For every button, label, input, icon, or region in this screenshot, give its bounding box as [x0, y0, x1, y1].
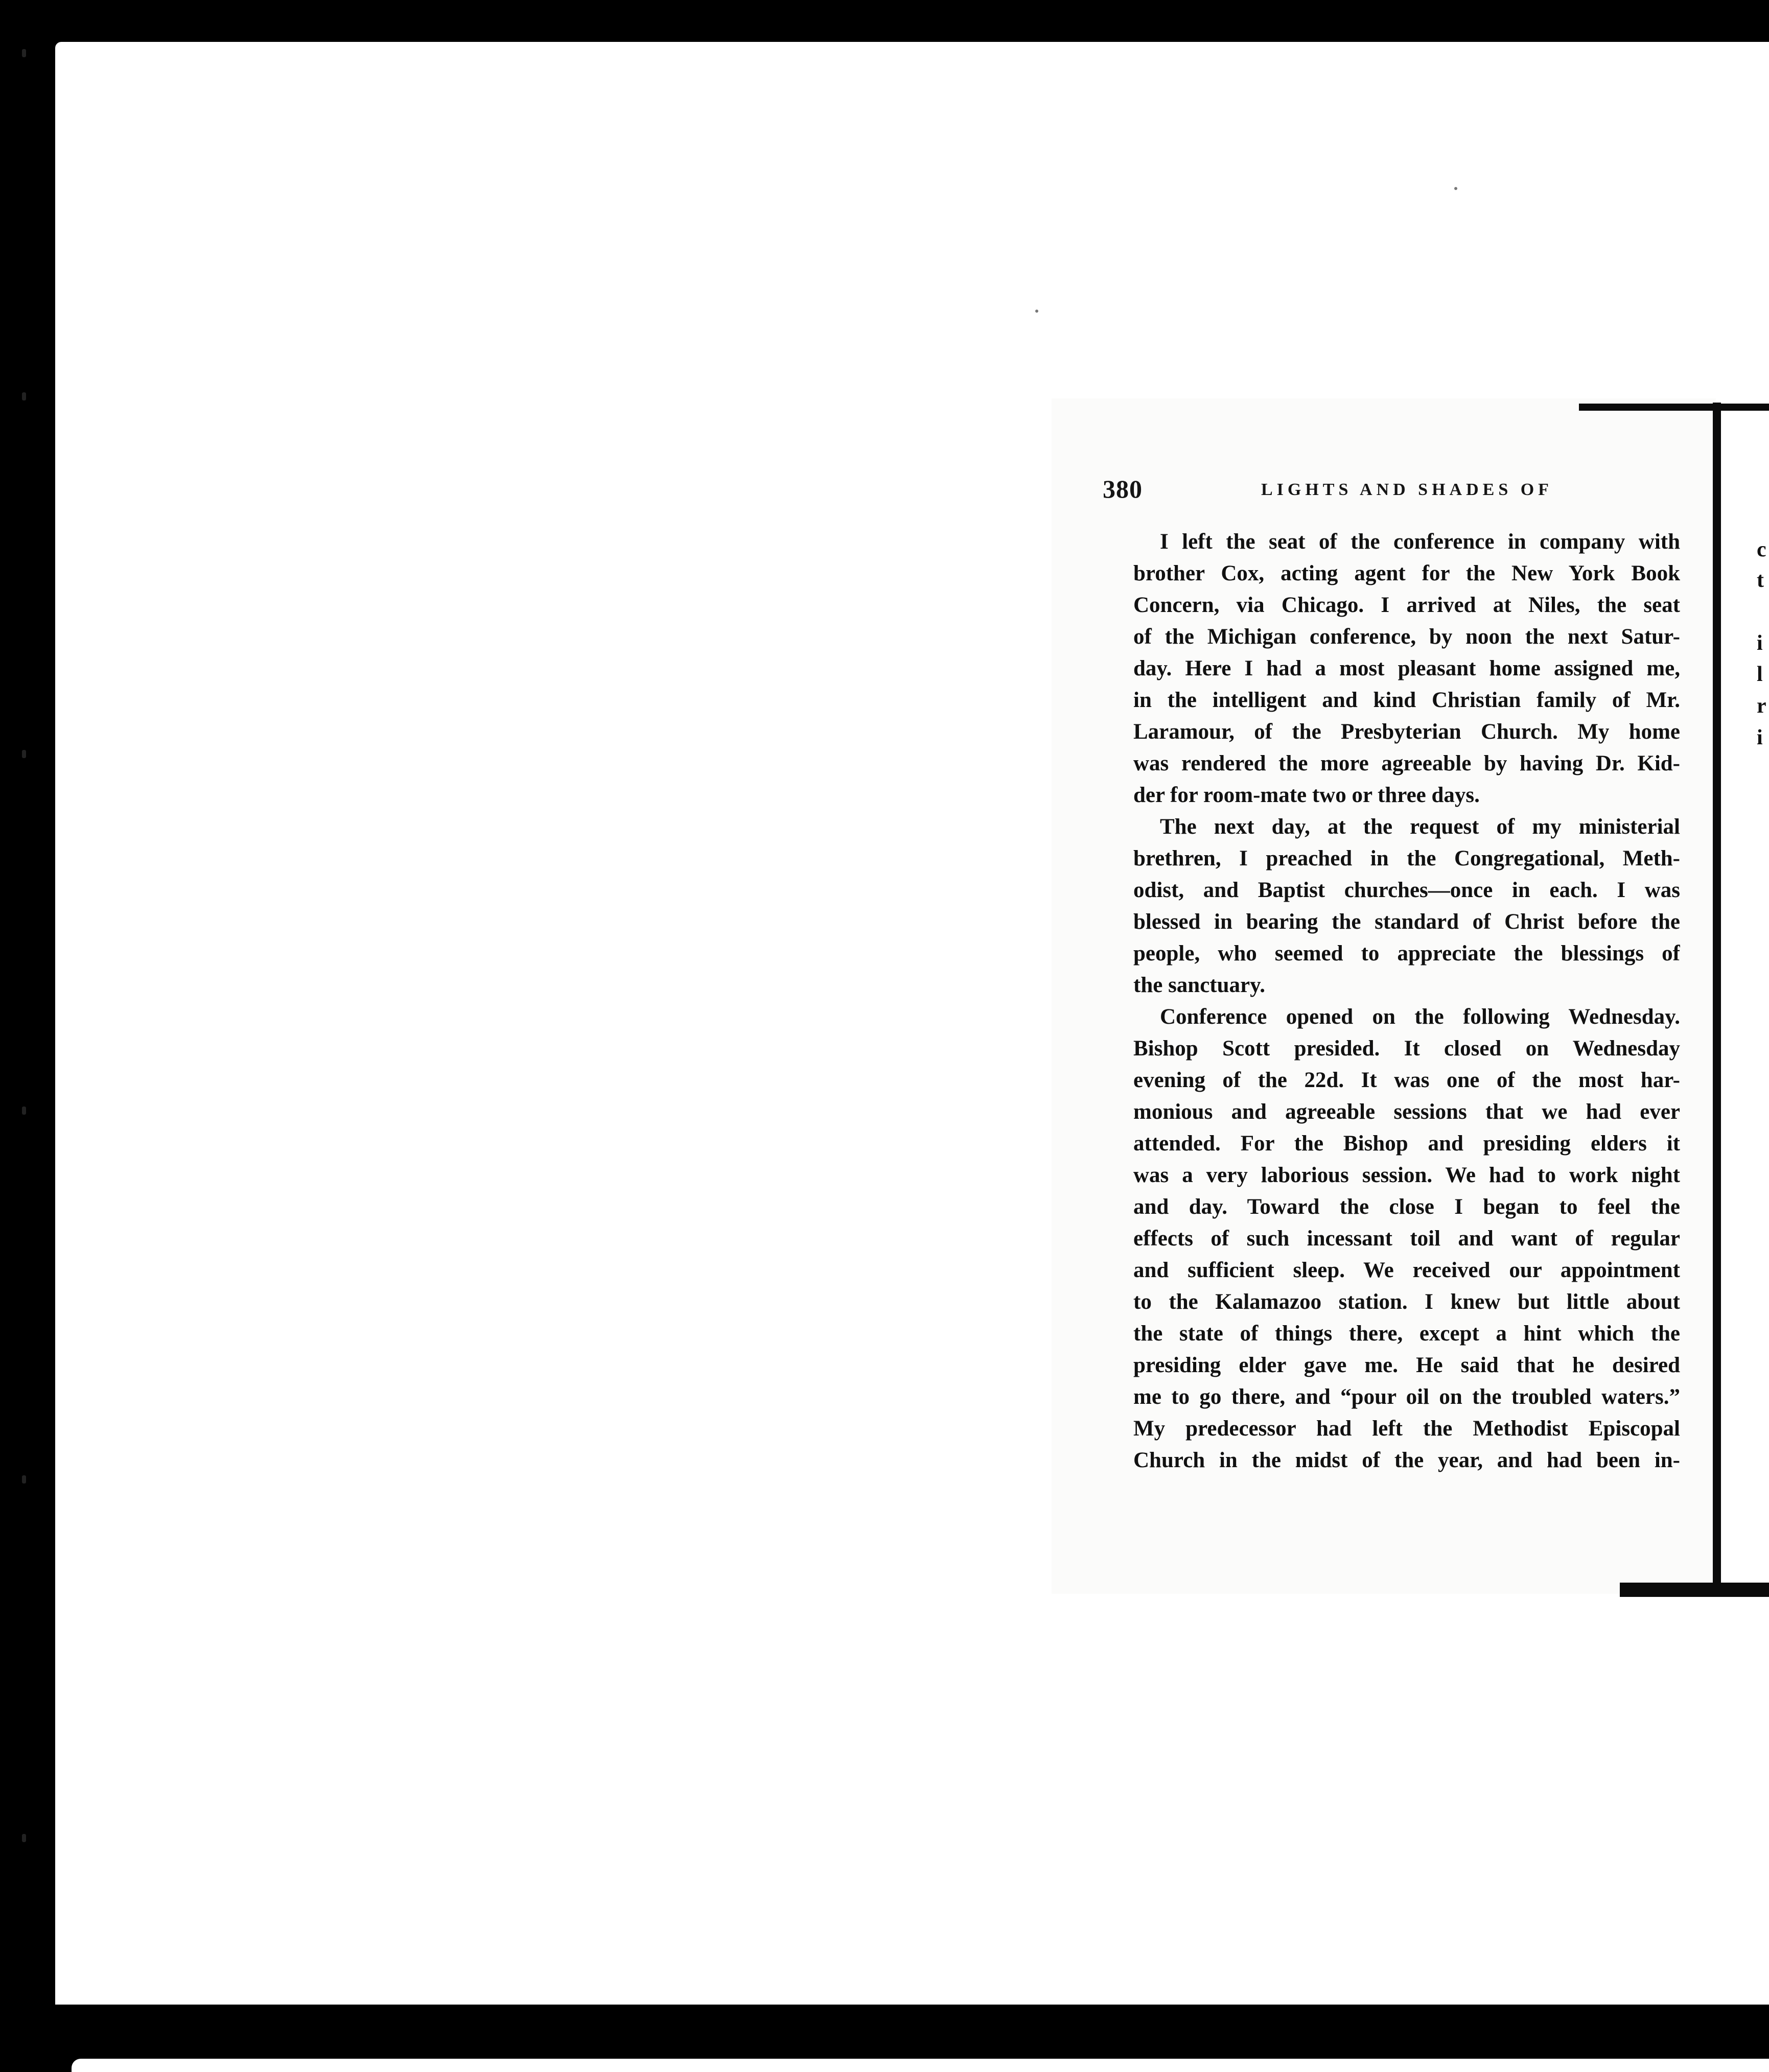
text-line: monious and agreeable sessions that we had ever — [1133, 1100, 1680, 1124]
page-heading: LIGHTS AND SHADES OF — [1261, 480, 1553, 499]
page-body — [1133, 526, 1680, 1476]
page-gutter-rule — [1713, 403, 1721, 1583]
text-line: evening of the 22d. It was one of the most har- — [1133, 1068, 1680, 1092]
text-line: attended. For the Bishop and presiding elders it — [1133, 1132, 1680, 1156]
text-line: the sanctuary. — [1133, 973, 1265, 997]
text-line: Bishop Scott presided. It closed on Wednesday — [1133, 1037, 1680, 1061]
text-line: der for room-mate two or three days. — [1133, 783, 1480, 807]
page-bottom-rule — [1620, 1583, 1769, 1597]
text-line: to the Kalamazoo station. I knew but little about — [1133, 1290, 1680, 1314]
text-line: me to go there, and “pour oil on the troubled waters.” — [1133, 1385, 1680, 1409]
scan-speck — [1454, 187, 1457, 190]
paragraph-1 — [1133, 526, 1680, 811]
text-line: My predecessor had left the Methodist Episcopal — [1133, 1417, 1680, 1441]
running-head — [1103, 474, 1690, 510]
text-line: and day. Toward the close I began to feel the — [1133, 1195, 1680, 1219]
paragraph-2 — [1133, 811, 1680, 1001]
text-line: was a very laborious session. We had to work night — [1133, 1163, 1680, 1187]
paragraph-3 — [1133, 1001, 1680, 1476]
adjacent-page-fragment: r — [1757, 694, 1766, 718]
text-line: was rendered the more agreeable by having Dr. Kid- — [1133, 751, 1680, 775]
text-line: I left the seat of the conference in company with — [1160, 530, 1680, 554]
scan-mark — [22, 392, 26, 401]
text-line: odist, and Baptist churches—once in each. I was — [1133, 878, 1680, 902]
text-line: Laramour, of the Presbyterian Church. My home — [1133, 720, 1680, 744]
adjacent-page-fragment: l — [1757, 663, 1763, 686]
scan-mark — [22, 1834, 26, 1842]
adjacent-page-fragment: c — [1757, 538, 1766, 561]
text-line: and sufficient sleep. We received our appointment — [1133, 1258, 1680, 1282]
text-line: Concern, via Chicago. I arrived at Niles, the seat — [1133, 593, 1680, 617]
text-line: Church in the midst of the year, and had been in- — [1133, 1448, 1680, 1472]
text-line: day. Here I had a most pleasant home assigned me, — [1133, 656, 1680, 680]
text-line: in the intelligent and kind Christian family of Mr. — [1133, 688, 1680, 712]
text-line: people, who seemed to appreciate the blessings of — [1133, 941, 1680, 966]
text-line: brethren, I preached in the Congregational, Meth- — [1133, 846, 1680, 870]
scan-mark — [22, 1106, 26, 1115]
text-line: effects of such incessant toil and want of regular — [1133, 1227, 1680, 1251]
text-line: The next day, at the request of my ministerial — [1160, 815, 1680, 839]
adjacent-page-fragment: t — [1757, 569, 1764, 592]
scan-left-border — [0, 0, 47, 2072]
page-top-rule — [1579, 404, 1769, 411]
text-line: presiding elder gave me. He said that he desired — [1133, 1353, 1680, 1377]
page-number: 380 — [1103, 475, 1143, 503]
scan-mark — [22, 1475, 26, 1484]
text-line: blessed in bearing the standard of Christ before the — [1133, 910, 1680, 934]
adjacent-page-fragment: i — [1757, 631, 1763, 655]
adjacent-page-fragment: i — [1757, 726, 1763, 749]
text-line: Conference opened on the following Wednesday. — [1160, 1005, 1680, 1029]
scan-speck — [1035, 310, 1038, 313]
scan-bottom-edge — [72, 2059, 1769, 2072]
text-line: of the Michigan conference, by noon the next Satur- — [1133, 625, 1680, 649]
scan-mark — [22, 49, 26, 57]
text-line: brother Cox, acting agent for the New York Book — [1133, 561, 1680, 585]
scan-mark — [22, 750, 26, 758]
text-line: the state of things there, except a hint which the — [1133, 1322, 1680, 1346]
